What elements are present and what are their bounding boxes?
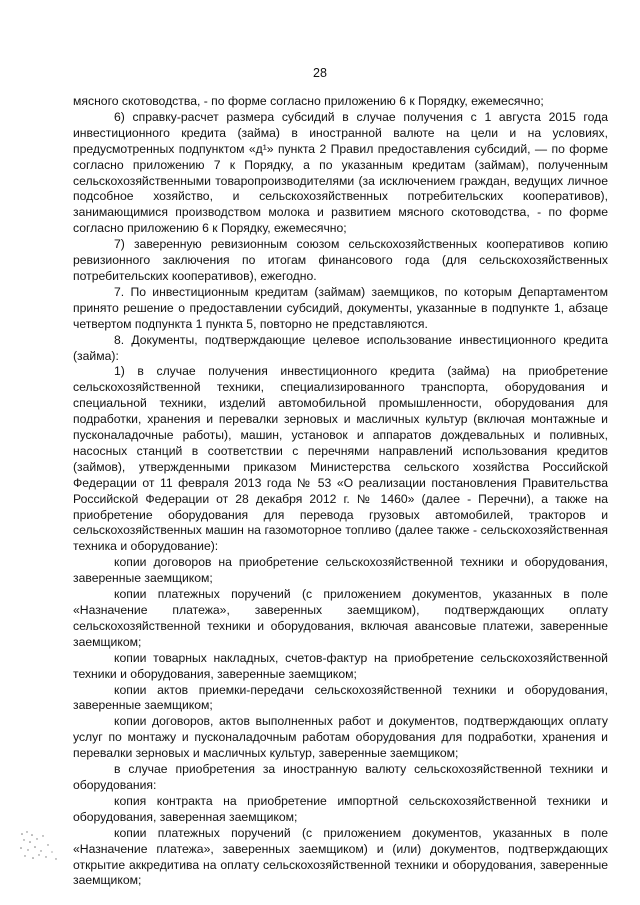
paragraph: 1) в случае получения инвестиционного кредита (займа) на приобретение сельскохозяйственной техники, специализированного транспорта, оборудования и специальной техники, изделий автомобильной промышленности, оборудования для подработки, хранения и перевалки зерновых и масличных культур (включая монтажные и пусконаладочные работы), машин, установок и аппаратов дождевальных и поливных, насосных станций в соответствии с перечнями направлений использования кредитов (займов), утвержденными приказом Министерства сельского хозяйства Российской Федерации от 11 февраля 2013 года № 53 «О реализации постановления Правительства Российской Федерации от 28 декабря 2012 г. № 1460» (далее - Перечни), а также на приобретение оборудования для перевода грузовых автомобилей, тракторов и сельскохозяйственных машин на газомоторное топливо (далее также - сельскохозяйственная техника и оборудование):: [73, 364, 608, 554]
paragraph: копии платежных поручений (с приложением документов, указанных в поле «Назначение платежа», заверенных заемщиком) и (или) документов, подтверждающих открытие аккредитива на оплату сельскохозяйственной техники и оборудования, заверенные заемщиком;: [73, 825, 608, 888]
paragraph: копии актов приемки-передачи сельскохозяйственной техники и оборудования, заверенные заемщиком;: [73, 682, 608, 713]
paragraph: 8. Документы, подтверждающие целевое использование инвестиционного кредита (займа):: [73, 332, 608, 363]
paragraph: мясного скотоводства, - по форме согласно приложению 6 к Порядку, ежемесячно;: [73, 94, 544, 108]
page-number: 28: [313, 66, 327, 80]
paragraph: копии товарных накладных, счетов-фактур на приобретение сельскохозяйственной техники и оборудования, заверенные заемщиком;: [73, 650, 608, 681]
paragraph: копии договоров, актов выполненных работ и документов, подтверждающих оплату услуг по монтажу и пусконаладочным работам оборудования для подработки, хранения и перевалки зерновых и масличных культур, заверенные заемщиком;: [73, 714, 608, 761]
paragraph: копии платежных поручений (с приложением документов, указанных в поле «Назначение платежа», заверенных заемщиком), подтверждающих оплату сельскохозяйственной техники и оборудования, включая авансовые платежи, заверенные заемщиком;: [73, 587, 608, 649]
document-body: [73, 94, 608, 889]
paragraph: 7. По инвестиционным кредитам (займам) заемщиков, по которым Департаментом принято решение о предоставлении субсидий, документы, указанные в подпункте 1, абзаце четвертом подпункта 1 пункта 5, повторно не представляются.: [73, 284, 608, 331]
paragraph: в случае приобретения за иностранную валюту сельскохозяйственной техники и оборудования:: [73, 762, 608, 792]
paragraph: 7) заверенную ревизионным союзом сельскохозяйственных кооперативов копию ревизионного заключения по итогам финансового года (для сельскохозяйственных потребительских кооперативов), ежегодно.: [73, 237, 608, 283]
paragraph: копии договоров на приобретение сельскохозяйственной техники и оборудования, заверенные заемщиком;: [73, 555, 608, 586]
paragraph: копия контракта на приобретение импортной сельскохозяйственной техники и оборудования, заверенная заемщиком;: [73, 793, 608, 824]
scan-noise-marks: [18, 826, 66, 866]
paragraph: 6) справку-расчет размера субсидий в случае получения с 1 августа 2015 года инвестиционного кредита (займа) в иностранной валюте на цели и на условиях, предусмотренных подпунктом «д¹» пункта 2 Правил предоставления субсидий, — по форме согласно приложению 7 к Порядку, а по указанным кредитам (займам), полученным сельскохозяйственными товаропроизводителями (за исключением граждан, ведущих личное подсобное хозяйство, и сельскохозяйственных потребительских кооперативов), занимающимися производством молока и развитием мясного скотоводства, - по форме согласно приложению 6 к Порядку, ежемесячно;: [73, 109, 608, 236]
